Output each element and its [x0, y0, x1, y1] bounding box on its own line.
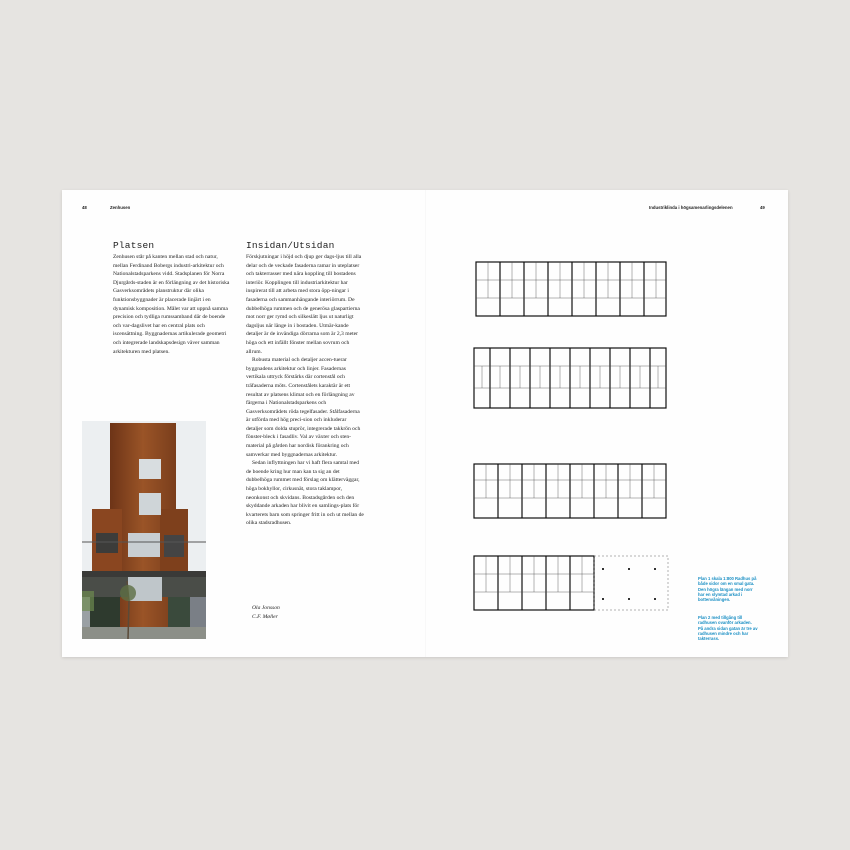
heading-platsen: Platsen: [113, 240, 155, 251]
page-number-left: 48: [82, 205, 87, 210]
floor-plan-3: [472, 460, 670, 522]
paragraph: Robusta material och detaljer accen-tuerar byggnadens arkitektur och linjer. Fasadernas vertikala uttryck förstärks där cortenstål och träfasaderna möts. Cortenstålets karaktär är ett resultat av platsens klimat och en förlängning av färgerna i Nationalstadsparkens och Gasverksområdets röda tegelfasader. Stålfasaderna är utförda med hög preci-sion och inkluderar detaljer som dolda stuprör, integrerade takkrön och fönster-bleck i fasadliv. Val av växter och sten-material på gården har nordisk förankring och samverkar med byggnadernas arkitektur.: [246, 357, 361, 458]
caption-plan-2: Plan 2 med tillgång till radhusen ovanför arkaden. På andra sidan gatan är tre av radhusen mindre och har takterrass.: [698, 615, 758, 642]
paragraph: Sedan inflyttningen har vi haft flera samtal med de boende kring hur man kan ta sig an det dubbelhöga rummet med förslag om klätterväggar, höga bokhyllor, cirkusnät, stora taklampor, neonkonst och skvidans. Bostadsgården och den skyddande arkaden har blivit en samlings-plats för kvarterets barn som springer fritt in och ut mellan de olika stadsradhusen.: [246, 460, 364, 527]
running-head-right: Industriklinda i högsamenarlingsdelenen: [649, 205, 733, 210]
floor-plan-1: [474, 258, 670, 320]
heading-insidan: Insidan/Utsidan: [246, 240, 335, 251]
paragraph: Zenhusen står på kanten mellan stad och natur, mellan Ferdinand Bobergs industri-arkitektur och Nationalstadsparkens vidd. Stadsplanen för Norra Djurgårds-staden är en förlängning av det historiska Gasverksområdets planstruktur där olika funktionsbyggnader är placerade linjärt i en dynamisk komposition. Målet var att uppnå samma precision och tydliga rumssamband där de boende och var-dagslivet har en central plats och iscensättning. Byggnadernas artikulerade geometri och integrerade landskapsdesign väver samman arkitekturen med platsen.: [113, 254, 230, 355]
column-insidan: [246, 253, 364, 528]
building-photo: [82, 421, 206, 639]
floor-plan-4: [472, 550, 672, 616]
floor-plan-2: [472, 344, 670, 414]
building-photo-illustration: [82, 421, 206, 639]
column-platsen: [113, 253, 231, 356]
signature-firm: C.F. Møller: [252, 614, 278, 620]
signature-author: Ola Jonsson: [252, 605, 280, 611]
page-number-right: 49: [760, 205, 765, 210]
paragraph: Förskjutningar i höjd och djup ger dags-ljus till alla delar och de veckade fasaderna ramar in uteplatser och takterrasser med nära koppling till bostadens interiör. Kopplingen till industriarkitektur har inspirerat till att arbeta med stora öpp-ningar i fasaderna och sammanhängande interiörrum. De dubbelhöga rummen och de generösa glaspartierna mot norr ger rymd och silkeslätt ljus ut naturligt dagsljus när länge in i bostaden. Utmär-kande detaljer är de invändiga dörrarna som är 2,3 meter höga och ett infällt fönster mellan sovrum och allrum.: [246, 254, 362, 355]
running-head-left: Zenhusen: [110, 205, 131, 210]
caption-plan-1: Plan 1 skala 1:800 Radhus på både sidor om en smal gata. Den högra längan med norr har en slymtad arkad i bottenvåningen.: [698, 576, 757, 603]
book-spread: [62, 190, 788, 657]
gutter: [425, 190, 426, 657]
